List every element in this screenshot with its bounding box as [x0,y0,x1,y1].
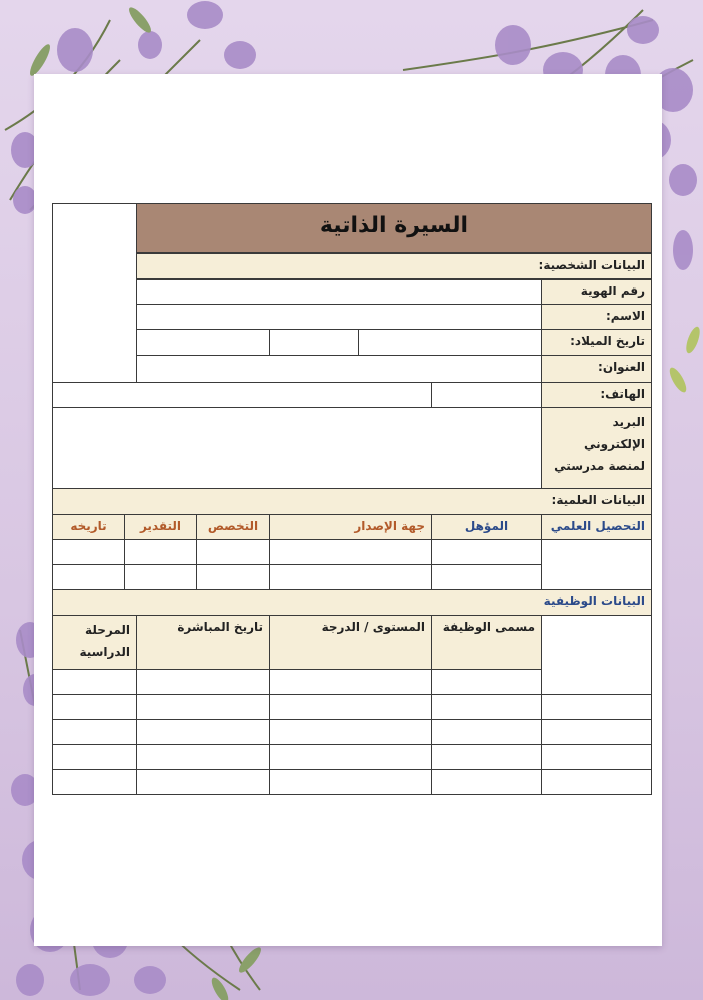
job-cell[interactable] [52,719,137,745]
academic-cell[interactable] [196,539,270,565]
job-header-level: المستوى / الدرجة [269,615,432,670]
personal-section-header: البيانات الشخصية: [136,253,652,279]
academic-cell[interactable] [124,539,197,565]
academic-header-issuer: جهة الإصدار [269,514,432,540]
job-cell[interactable] [52,744,137,770]
job-header-start-date: تاريخ المباشرة [136,615,270,670]
academic-cell[interactable] [269,564,432,590]
job-cell[interactable] [52,694,137,720]
job-cell[interactable] [52,769,137,795]
academic-header-major: التخصص [196,514,270,540]
phone-code-field[interactable] [431,382,542,408]
job-cell[interactable] [431,669,542,695]
name-label: الاسم: [541,304,652,330]
academic-section-header: البيانات العلمية: [52,488,652,515]
job-cell[interactable] [269,669,432,695]
job-cell[interactable] [269,744,432,770]
job-cell[interactable] [269,694,432,720]
address-label: العنوان: [541,355,652,383]
birth-year-field[interactable] [358,329,542,356]
academic-header-grade: التقدير [124,514,197,540]
job-cell[interactable] [136,769,270,795]
academic-header-achievement: التحصيل العلمي [541,514,652,540]
job-cell[interactable] [431,719,542,745]
job-header-title: مسمى الوظيفة [431,615,542,670]
job-cell[interactable] [136,694,270,720]
phone-field[interactable] [52,382,432,408]
job-cell[interactable] [541,769,652,795]
email-label: البريد الإلكتروني لمنصة مدرستي [541,407,652,489]
job-cell[interactable] [541,719,652,745]
academic-achievement-cell[interactable] [541,539,652,590]
cv-title: السيرة الذاتية [136,203,652,253]
academic-header-date: تاريخه [52,514,125,540]
birth-label: تاريخ الميلاد: [541,329,652,356]
birth-day-field[interactable] [136,329,270,356]
academic-header-qualification: المؤهل [431,514,542,540]
email-field[interactable] [52,407,542,489]
job-side-cell[interactable] [541,615,652,695]
academic-cell[interactable] [431,564,542,590]
birth-month-field[interactable] [269,329,359,356]
academic-cell[interactable] [52,564,125,590]
job-cell[interactable] [136,719,270,745]
academic-cell[interactable] [196,564,270,590]
job-cell[interactable] [269,719,432,745]
job-cell[interactable] [541,744,652,770]
address-field[interactable] [136,355,542,383]
job-cell[interactable] [431,744,542,770]
job-cell[interactable] [431,769,542,795]
job-section-header: البيانات الوظيفية [52,589,652,616]
cv-form [52,203,652,795]
job-cell[interactable] [52,669,137,695]
phone-label: الهاتف: [541,382,652,408]
id-field[interactable] [136,279,542,305]
job-cell[interactable] [269,769,432,795]
academic-cell[interactable] [431,539,542,565]
job-cell[interactable] [541,694,652,720]
job-cell[interactable] [136,744,270,770]
academic-cell[interactable] [124,564,197,590]
name-field[interactable] [136,304,542,330]
job-header-stage: المرحلة الدراسية [52,615,137,670]
academic-cell[interactable] [52,539,125,565]
academic-cell[interactable] [269,539,432,565]
id-label: رقم الهوية [541,279,652,305]
photo-box[interactable] [52,203,137,383]
job-cell[interactable] [431,694,542,720]
job-cell[interactable] [136,669,270,695]
